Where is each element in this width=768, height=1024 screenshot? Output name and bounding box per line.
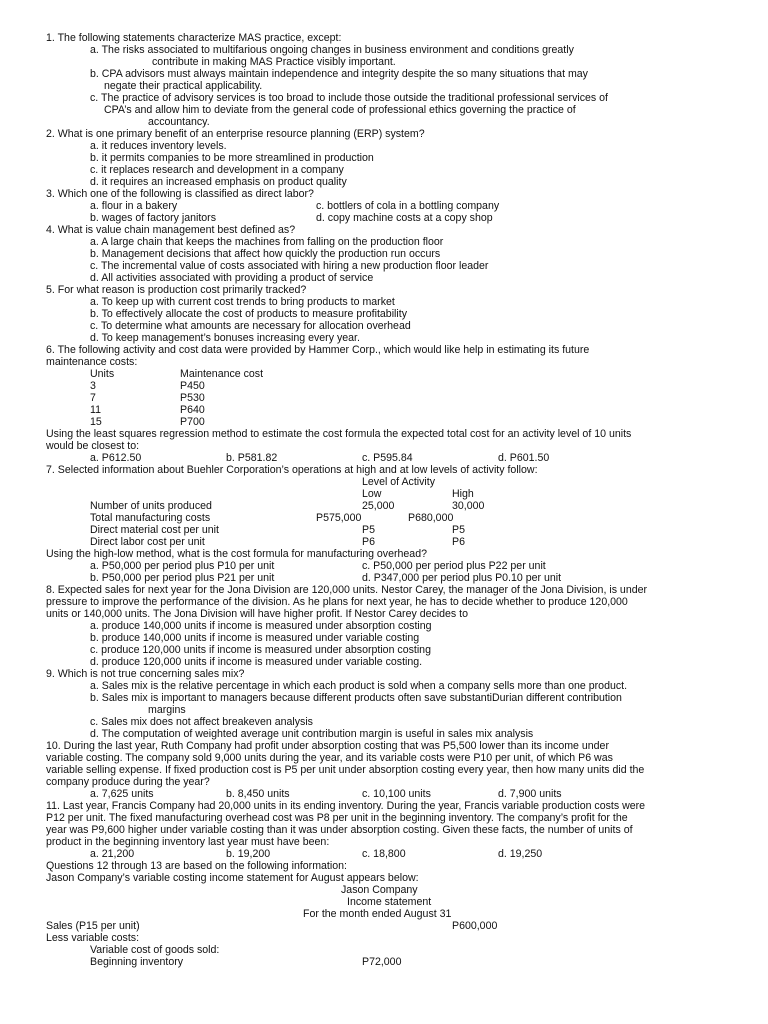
text-line: P600,000 xyxy=(452,920,498,932)
text-line: b. P50,000 per period plus P21 per unit xyxy=(90,572,275,584)
text-line: would be closest to: xyxy=(46,440,140,452)
text-line: d. The computation of weighted average unit contribution margin is useful in sales mix analysis xyxy=(90,728,534,740)
text-line: 3 xyxy=(90,380,96,392)
text-line: b. 8,450 units xyxy=(226,788,290,800)
text-line: 2. What is one primary benefit of an enterprise resource planning (ERP) system? xyxy=(46,128,425,140)
text-line: Less variable costs: xyxy=(46,932,140,944)
text-line: 25,000 xyxy=(362,500,395,512)
text-line: variable costing. The company sold 9,000 units during the year, and its variable costs were P10 per unit, of which P6 was xyxy=(46,752,613,764)
text-line: a. produce 140,000 units if income is measured under absorption costing xyxy=(90,620,432,632)
text-line: d. produce 120,000 units if income is measured under variable costing. xyxy=(90,656,423,668)
text-line: 7 xyxy=(90,392,96,404)
text-line: Jason Company’s variable costing income statement for August appears below: xyxy=(46,872,419,884)
text-line: P450 xyxy=(180,380,205,392)
text-line: 11. Last year, Francis Company had 20,000 units in its ending inventory. During the year, Francis variable production costs were xyxy=(46,800,646,812)
text-line: c. 10,100 units xyxy=(362,788,431,800)
text-line: P640 xyxy=(180,404,205,416)
text-line: High xyxy=(452,488,474,500)
text-line: Maintenance cost xyxy=(180,368,264,380)
text-line: accountancy. xyxy=(148,116,210,128)
text-line: Number of units produced xyxy=(90,500,212,512)
text-line: P12 per unit. The fixed manufacturing overhead cost was P8 per unit in the beginning inventory. The company’s profit for the xyxy=(46,812,628,824)
text-line: a. The risks associated to multifarious ongoing changes in business environment and conditions greatly xyxy=(90,44,574,56)
text-line: a. To keep up with current cost trends to bring products to market xyxy=(90,296,395,308)
text-line: Total manufacturing costs xyxy=(90,512,211,524)
text-line: 4. What is value chain management best defined as? xyxy=(46,224,296,236)
text-line: Income statement xyxy=(347,896,432,908)
text-line: d. P601.50 xyxy=(498,452,550,464)
text-line: d. copy machine costs at a copy shop xyxy=(316,212,493,224)
text-line: 6. The following activity and cost data were provided by Hammer Corp., which would like help in estimating its future xyxy=(46,344,590,356)
text-line: variable selling expense. If fixed production cost is P5 per unit under absorption costing every year, then how many units did the xyxy=(46,764,645,776)
text-line: c. bottlers of cola in a bottling company xyxy=(316,200,500,212)
text-line: Level of Activity xyxy=(362,476,436,488)
text-line: 10. During the last year, Ruth Company had profit under absorption costing that was P5,500 lower than its income under xyxy=(46,740,609,752)
text-line: P680,000 xyxy=(408,512,454,524)
text-line: contribute in making MAS Practice visibly important. xyxy=(152,56,396,68)
text-line: P72,000 xyxy=(362,956,402,968)
text-line: 1. The following statements characterize MAS practice, except: xyxy=(46,32,342,44)
text-line: P6 xyxy=(452,536,465,548)
text-line: Using the high-low method, what is the cost formula for manufacturing overhead? xyxy=(46,548,427,560)
text-line: b. produce 140,000 units if income is measured under variable costing xyxy=(90,632,420,644)
text-line: c. P50,000 per period plus P22 per unit xyxy=(362,560,546,572)
text-line: a. A large chain that keeps the machines from falling on the production floor xyxy=(90,236,444,248)
text-line: Questions 12 through 13 are based on the following information: xyxy=(46,860,347,872)
text-line: b. CPA advisors must always maintain independence and integrity despite the so many situations that may xyxy=(90,68,588,80)
text-line: c. To determine what amounts are necessary for allocation overhead xyxy=(90,320,411,332)
text-line: Using the least squares regression method to estimate the cost formula the expected total cost for an activity level of 10 units xyxy=(46,428,632,440)
text-line: a. P50,000 per period plus P10 per unit xyxy=(90,560,275,572)
text-line: For the month ended August 31 xyxy=(303,908,452,920)
text-line: P6 xyxy=(362,536,375,548)
text-line: P5 xyxy=(362,524,375,536)
text-line: d. All activities associated with providing a product of service xyxy=(90,272,374,284)
text-line: company produce during the year? xyxy=(46,776,210,788)
text-line: 9. Which is not true concerning sales mix? xyxy=(46,668,245,680)
text-line: 30,000 xyxy=(452,500,485,512)
text-line: d. 7,900 units xyxy=(498,788,562,800)
text-line: d. To keep management’s bonuses increasing every year. xyxy=(90,332,360,344)
text-line: a. 7,625 units xyxy=(90,788,154,800)
text-line: c. The practice of advisory services is too broad to include those outside the traditional professional services of xyxy=(90,92,608,104)
text-line: P575,000 xyxy=(316,512,362,524)
text-line: P530 xyxy=(180,392,205,404)
text-line: Direct labor cost per unit xyxy=(90,536,205,548)
text-line: b. To effectively allocate the cost of products to measure profitability xyxy=(90,308,407,320)
text-line: b. it permits companies to be more streamlined in production xyxy=(90,152,374,164)
text-line: c. Sales mix does not affect breakeven analysis xyxy=(90,716,313,728)
text-line: 3. Which one of the following is classified as direct labor? xyxy=(46,188,314,200)
text-line: a. Sales mix is the relative percentage in which each product is sold when a company sells more than one product. xyxy=(90,680,628,692)
text-line: Jason Company xyxy=(341,884,418,896)
text-line: a. flour in a bakery xyxy=(90,200,178,212)
text-line: c. it replaces research and development in a company xyxy=(90,164,344,176)
text-line: Direct material cost per unit xyxy=(90,524,219,536)
text-line: c. P595.84 xyxy=(362,452,413,464)
text-line: c. produce 120,000 units if income is measured under absorption costing xyxy=(90,644,431,656)
text-line: d. 19,250 xyxy=(498,848,543,860)
text-line: P5 xyxy=(452,524,465,536)
text-line: Low xyxy=(362,488,382,500)
text-line: b. Management decisions that affect how quickly the production run occurs xyxy=(90,248,441,260)
text-line: 5. For what reason is production cost primarily tracked? xyxy=(46,284,307,296)
text-line: 8. Expected sales for next year for the Jona Division are 120,000 units. Nestor Carey, the manager of the Jona Division, is under xyxy=(46,584,648,596)
text-line: CPA’s and allow him to deviate from the general code of professional ethics governing the practice of xyxy=(104,104,576,116)
text-line: maintenance costs: xyxy=(46,356,138,368)
text-line: a. P612.50 xyxy=(90,452,142,464)
text-line: b. Sales mix is important to managers because different products often save substantiDurian different contribution xyxy=(90,692,622,704)
text-line: Sales (P15 per unit) xyxy=(46,920,140,932)
text-line: Variable cost of goods sold: xyxy=(90,944,220,956)
text-line: P700 xyxy=(180,416,205,428)
text-line: 11 xyxy=(90,404,101,416)
text-line: b. P581.82 xyxy=(226,452,278,464)
text-line: pressure to improve the performance of the division. As he plans for next year, he has to decide whether to produce 120,000 xyxy=(46,596,628,608)
text-line: 15 xyxy=(90,416,102,428)
text-line: a. it reduces inventory levels. xyxy=(90,140,227,152)
text-line: b. wages of factory janitors xyxy=(90,212,217,224)
text-line: margins xyxy=(148,704,186,716)
text-line: product in the beginning inventory last year must have been: xyxy=(46,836,330,848)
text-line: d. it requires an increased emphasis on product quality xyxy=(90,176,347,188)
text-line: Units xyxy=(90,368,115,380)
text-line: d. P347,000 per period plus P0.10 per unit xyxy=(362,572,562,584)
text-line: negate their practical applicability. xyxy=(104,80,263,92)
text-line: a. 21,200 xyxy=(90,848,135,860)
text-line: year was P9,600 higher under variable costing than it was under absorption costing. Given these facts, the number of units of xyxy=(46,824,633,836)
text-line: b. 19,200 xyxy=(226,848,271,860)
text-line: units or 140,000 units. The Jona Division will have higher profit. If Nestor Carey decides to xyxy=(46,608,469,620)
text-line: Beginning inventory xyxy=(90,956,184,968)
text-line: c. The incremental value of costs associated with hiring a new production floor leader xyxy=(90,260,489,272)
text-line: 7. Selected information about Buehler Corporation’s operations at high and at low levels of activity follow: xyxy=(46,464,538,476)
text-line: c. 18,800 xyxy=(362,848,406,860)
